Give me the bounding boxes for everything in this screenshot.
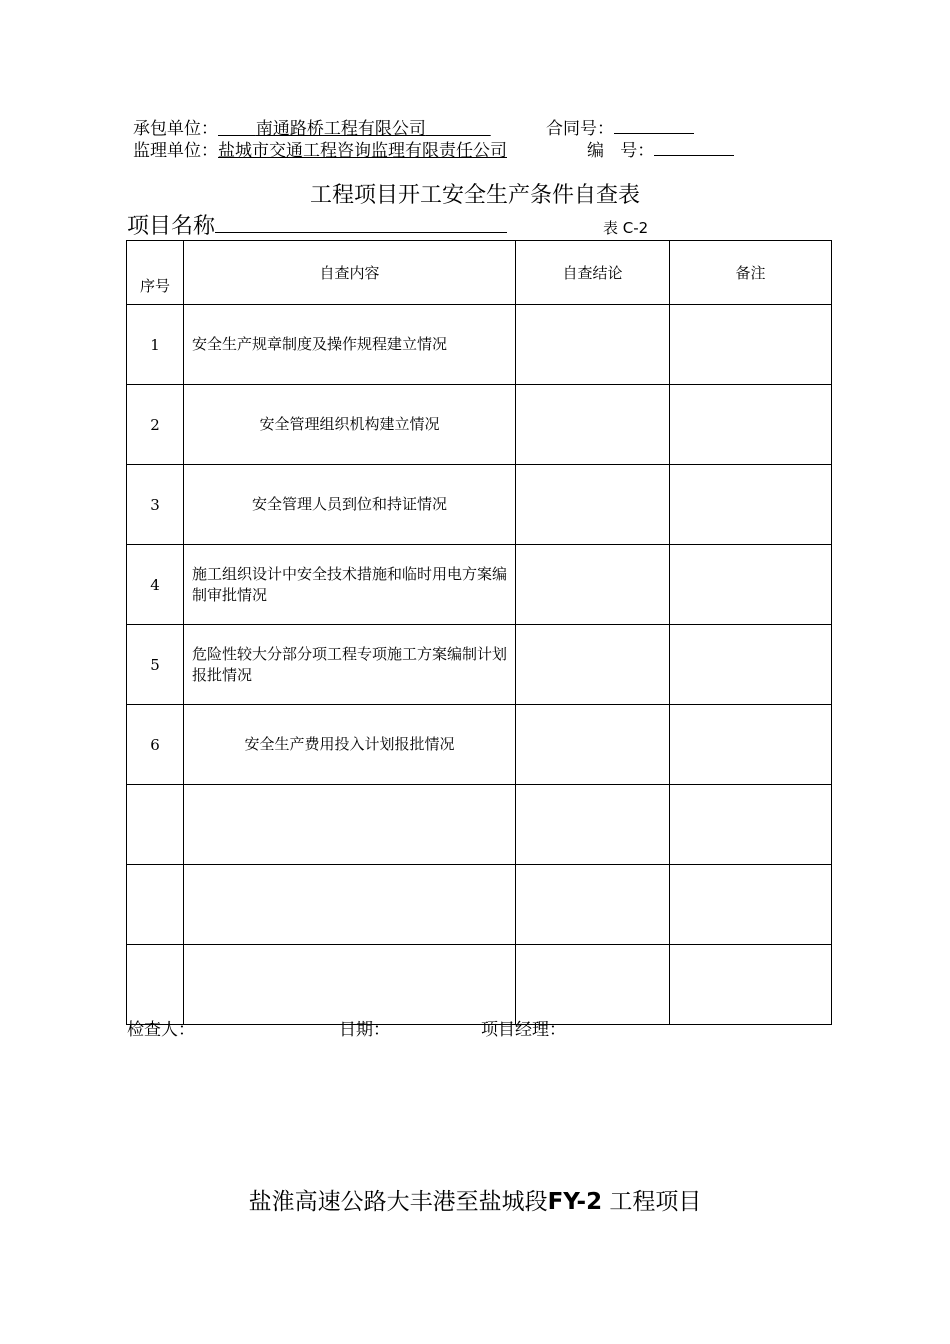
project-name-line — [127, 208, 507, 240]
table-row — [127, 945, 832, 1025]
row-conclusion-cell[interactable] — [516, 545, 670, 625]
row-remarks-cell[interactable] — [670, 865, 832, 945]
supervisor-value[interactable]: 盐城市交通工程咨询监理有限责任公司 — [218, 141, 507, 161]
row-content[interactable] — [184, 945, 516, 1025]
row-number — [127, 785, 184, 865]
contractor-label: 承包单位： — [133, 119, 218, 139]
table-row — [127, 625, 832, 705]
header-conclusion: 自查结论 — [516, 241, 670, 305]
project-footer-title-pre: 盐淮高速公路大丰港至盐城段 — [248, 1189, 548, 1215]
row-content[interactable] — [184, 785, 516, 865]
row-content: 安全生产费用投入计划报批情况 — [184, 705, 516, 785]
row-content[interactable] — [184, 865, 516, 945]
row-remarks-cell[interactable] — [670, 785, 832, 865]
table-row — [127, 385, 832, 465]
row-number: 4 — [127, 545, 184, 625]
supervisor-line — [133, 136, 507, 161]
serial-no-field[interactable] — [654, 140, 734, 156]
document-title: 工程项目开工安全生产条件自查表 — [309, 183, 640, 208]
table-row — [127, 865, 832, 945]
row-conclusion-cell[interactable] — [516, 465, 670, 545]
supervisor-label: 监理单位： — [133, 141, 218, 161]
row-remarks-cell[interactable] — [670, 945, 832, 1025]
row-number: 6 — [127, 705, 184, 785]
table-row — [127, 465, 832, 545]
project-name-field[interactable] — [215, 208, 507, 233]
contract-no-label: 合同号： — [546, 119, 614, 139]
table-row — [127, 785, 832, 865]
project-footer-title — [0, 1183, 950, 1216]
row-remarks-cell[interactable] — [670, 465, 832, 545]
row-number — [127, 945, 184, 1025]
table-row — [127, 545, 832, 625]
project-footer-title-post: 工程项目 — [609, 1189, 702, 1215]
inspector-label: 检查人： — [127, 1020, 195, 1040]
row-conclusion-cell[interactable] — [516, 705, 670, 785]
table-row — [127, 705, 832, 785]
row-conclusion-cell[interactable] — [516, 385, 670, 465]
row-conclusion-cell[interactable] — [516, 785, 670, 865]
row-conclusion-cell[interactable] — [516, 625, 670, 705]
row-content: 施工组织设计中安全技术措施和临时用电方案编制审批情况 — [184, 545, 516, 625]
row-content: 安全管理人员到位和持证情况 — [184, 465, 516, 545]
row-remarks-cell[interactable] — [670, 385, 832, 465]
row-number: 5 — [127, 625, 184, 705]
row-conclusion-cell[interactable] — [516, 945, 670, 1025]
project-manager-label: 项目经理： — [481, 1020, 566, 1040]
row-number — [127, 865, 184, 945]
contract-no-field[interactable] — [614, 118, 694, 134]
header-remarks: 备注 — [670, 241, 832, 305]
contractor-value: 南通路桥工程有限公司 — [255, 119, 426, 139]
row-remarks-cell[interactable] — [670, 705, 832, 785]
header-seq: 序号 — [127, 241, 184, 305]
row-number: 1 — [127, 305, 184, 385]
serial-no-label: 编 号： — [587, 141, 655, 161]
row-content: 安全生产规章制度及操作规程建立情况 — [184, 305, 516, 385]
row-conclusion-cell[interactable] — [516, 865, 670, 945]
table-row — [127, 305, 832, 385]
project-name-label: 项目名称 — [127, 214, 216, 239]
row-remarks-cell[interactable] — [670, 625, 832, 705]
row-conclusion-cell[interactable] — [516, 305, 670, 385]
table-header-row — [127, 241, 832, 305]
self-check-table — [126, 240, 832, 1025]
row-remarks-cell[interactable] — [670, 545, 832, 625]
row-content: 安全管理组织机构建立情况 — [184, 385, 516, 465]
project-footer-title-code: FY-2 — [547, 1189, 603, 1215]
row-content: 危险性较大分部分项工程专项施工方案编制计划报批情况 — [184, 625, 516, 705]
header-content: 自查内容 — [184, 241, 516, 305]
serial-no-line — [587, 136, 734, 161]
row-number: 2 — [127, 385, 184, 465]
date-label: 日期： — [339, 1020, 390, 1040]
form-number: 表 C-2 — [603, 219, 649, 237]
row-remarks-cell[interactable] — [670, 305, 832, 385]
row-number: 3 — [127, 465, 184, 545]
